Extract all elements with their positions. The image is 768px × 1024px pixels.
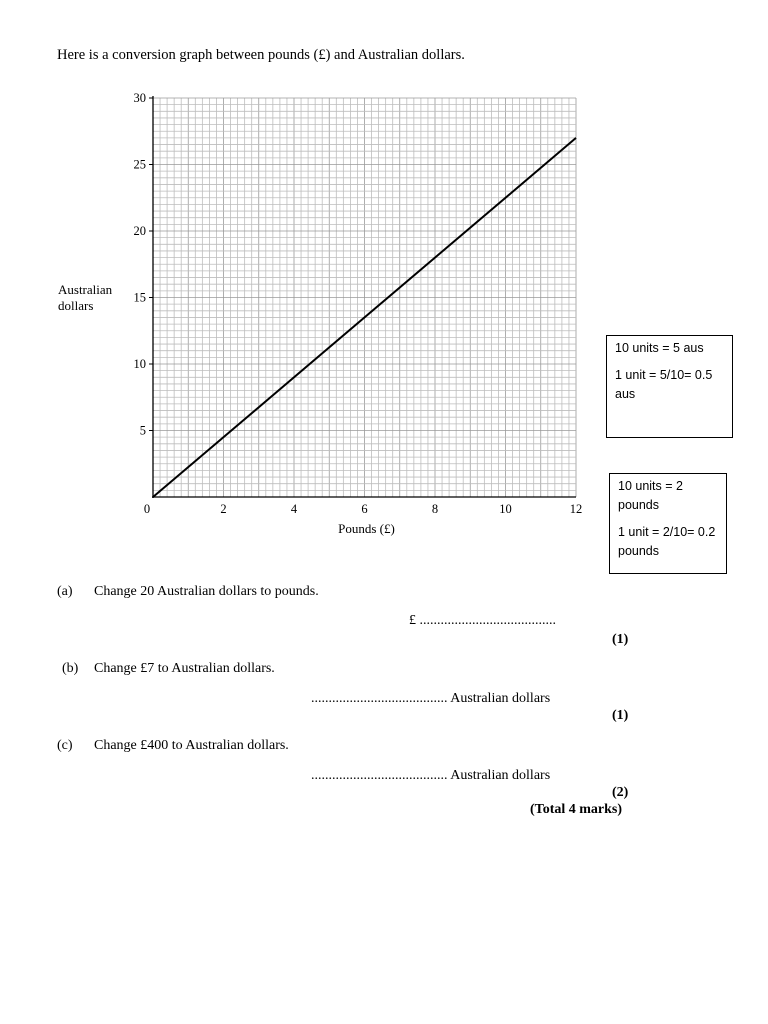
x-tick-label: 8 [431,502,439,516]
x-tick-label: 4 [290,502,298,516]
question-text: Change 20 Australian dollars to pounds. [94,584,319,599]
x-tick-label: 12 [569,502,583,516]
answer-line: ....................................... Australian dollars [311,768,551,783]
question-text: Change £400 to Australian dollars. [94,738,289,753]
x-tick-label: 10 [499,502,512,516]
note-line: 1 unit = 5/10= 0.5 aus [615,368,713,401]
answer-line: ....................................... Australian dollars [311,691,551,706]
y-tick-label: 5 [139,423,146,438]
question-label: (a) [57,584,73,599]
intro-text: Here is a conversion graph between pounds (£) and Australian dollars. [57,47,465,63]
note-line: 10 units = 2 pounds [618,479,683,512]
y-tick-label: 20 [133,224,146,238]
y-tick-label: 15 [133,290,146,305]
x-tick-label: 0 [143,502,151,516]
marks: (1) [612,632,629,647]
y-tick-label: 10 [133,357,146,371]
x-tick-label: 6 [361,502,368,516]
y-axis-label: Australian dollars [58,282,113,313]
answer-line: £ ....................................... [409,613,556,628]
x-axis-label: Pounds (£) [338,521,395,536]
y-tick-label: 30 [133,91,146,105]
note-line: 1 unit = 2/10= 0.2 pounds [618,525,716,558]
note-line: 10 units = 5 aus [615,341,704,355]
question-text: Change £7 to Australian dollars. [94,661,275,676]
x-tick-label: 2 [220,502,227,516]
question-label: (c) [57,738,73,753]
note-box-aus [606,335,733,438]
question-label: (b) [62,661,79,676]
marks: (2) [612,785,629,800]
marks: (1) [612,708,629,723]
y-tick-label: 25 [133,157,146,172]
total-marks: (Total 4 marks) [530,802,623,817]
note-box-pounds [609,473,727,574]
